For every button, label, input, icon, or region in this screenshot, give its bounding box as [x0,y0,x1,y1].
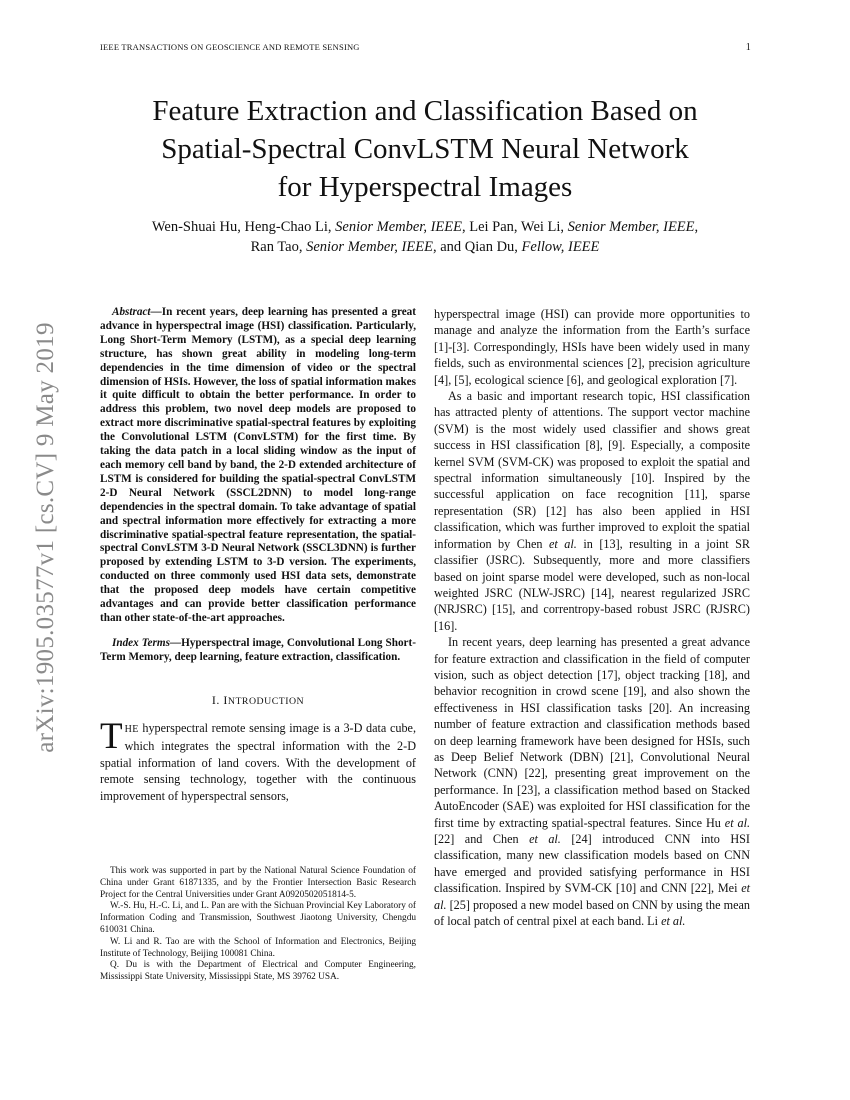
text-italic: et al. [434,881,750,912]
title-line-3: for Hyperspectral Images [277,171,573,203]
text-italic: et al. [529,832,561,846]
journal-name: IEEE TRANSACTIONS ON GEOSCIENCE AND REMOTE SENSING [100,42,360,52]
left-column [100,306,416,804]
drop-cap: T [100,716,123,758]
text-run: As a basic and important research topic, HSI classification has attracted plenty of attentions. The support vector machine (SVM) is the most widely used classifier and shows great success in HSI classification [8], [9]. Especially, a composite kernel SVM (SVM-CK) was proposed to exploit the spatial and spectral information simultaneously [10]. Inspired by the successful application on face recognition [11], sparse representation (SR) [12] has also been applied in HSI classification, which was further improved to exploit the spatial information by Chen [434,389,750,551]
text-italic: et al. [548,536,577,551]
author-names: , Lei Pan, Wei Li, [461,219,568,235]
author-punct: , [694,219,699,235]
author-names: Ran Tao, [250,239,307,255]
arxiv-identifier: arXiv:1905.03577v1 [cs.CV] 9 May 2019 [32,322,59,753]
body-paragraph: hyperspectral image (HSI) can provide more opportunities to manage and analyze the information from the Earth’s surface [1]-[3]. Correspondingly, HSIs have been widely used in many fields, such as environmental sciences [2], precision agriculture [4], [5], ecological science [6], and geological exploration [7]. [434,307,750,387]
heading-smallcaps: NTRODUCTION [227,695,305,707]
drop-cap-rest: HE [124,724,139,736]
page-number: 1 [745,42,751,53]
section-numeral: I. [211,692,224,707]
index-terms-text: —Hyperspectral image, Convolutional Long Short-Term Memory, deep learning, feature extraction, classification. [100,636,416,663]
author-names: , and Qian Du, [432,239,522,255]
footnote-funding: This work was supported in part by the National Natural Science Foundation of China under Grant 61871335, and by the Frontier Intersection Basic Research Project for the Central Universities under Grant A0920502051814-5. [100,866,416,900]
text-italic: et al. [661,914,686,929]
title-line-1: Feature Extraction and Classification Based on [152,95,698,127]
author-title: Senior Member, IEEE [567,219,695,235]
text-run: [24] introduced CNN into HSI classification, many new classification models based on CNN have emerged and provided satisfying performance in HSI classification. Inspired by SVM-CK [10] and CNN [22], Mei [434,832,750,896]
author-list [80,217,770,257]
text-run: [22] and Chen [434,832,530,846]
author-line-1 [80,217,770,237]
index-terms-label: Index Terms [112,636,170,649]
author-title: Fellow, IEEE [521,239,600,255]
abstract-label: Abstract [112,306,151,318]
index-terms [100,637,416,665]
author-line-2 [80,237,770,257]
author-title: Senior Member, IEEE [335,219,462,235]
author-names: Wen-Shuai Hu, Heng-Chao Li, [151,219,336,235]
footnotes [100,866,416,984]
paper-title [80,92,770,206]
title-line-2: Spatial-Spectral ConvLSTM Neural Network [161,133,689,165]
abstract [100,306,416,626]
intro-paragraph [100,716,416,804]
heading-initial: I [223,692,228,707]
footnote-affiliation: Q. Du is with the Department of Electrical and Computer Engineering, Mississippi State University, Mississippi State, MS 39762 USA. [100,960,416,983]
author-title: Senior Member, IEEE [306,239,433,255]
footnote-affiliation: W. Li and R. Tao are with the School of Information and Electronics, Beijing Institute of Technology, Beijing 100081 China. [100,936,416,959]
text-run: [25] proposed a new model based on CNN by using the mean of local patch of central pixel at each band. Li [434,897,750,929]
section-heading-introduction [100,692,416,710]
text-italic: et al. [724,815,751,830]
footnote-affiliation: W.-S. Hu, H.-C. Li, and L. Pan are with the Sichuan Provincial Key Laboratory of Information Coding and Transmission, Southwest Jiaotong University, Chengdu 610031 China. [100,901,416,935]
text-run: In recent years, deep learning has presented a great advance for feature extraction and classification in the field of computer vision, such as object detection [17], object tracking [18], and behavior recognition in crowd scene [19], and also shown the effectiveness in HSI classification tasks [20]. An increasing number of feature extraction and classification methods based on deep learning framework have been designed for HSIs, such as Deep Belief Network (DBN) [21], Convolutional Neural Network (CNN) [22], presenting great improvement on the performance. In [23], a classification method based on Stacked AutoEncoder (SAE) was exploited for HSI classification for the first time by extracting spatial-spectral features. Since Hu [434,635,750,830]
intro-text: hyperspectral remote sensing image is a 3-D data cube, which integrates the spectral information with the 2-D spatial information of land covers. With the development of remote sensing technology, together with the continuous improvement of hyperspectral sensors, [100,721,416,803]
body-paragraph [434,388,750,634]
body-paragraph [434,634,750,929]
abstract-text: —In recent years, deep learning has presented a great advance in hyperspectral image (HSI) classification. Particularly, Long Short-Term Memory (LSTM), as a special deep learning structure, has shown great ability in modeling long-term dependencies in the time dimension of video or the spectral dimension of HSIs. However, the loss of spatial information makes it quite difficult to obtain the better performance. In order to address this problem, two novel deep models are proposed to extract more discriminative spatial-spectral features by exploiting the Convolutional LSTM (ConvLSTM) for the first time. By taking the data patch in a local sliding window as the input of each memory cell band by band, the 2-D extended architecture of LSTM is considered for building the spatial-spectral ConvLSTM 2-D Neural Network (SSCL2DNN) to model long-range dependencies in the spectral domain. To take advantage of spatial and spectral information more effectively for extracting a more discriminative spatial-spectral feature representation, the spatial-spectral ConvLSTM 3-D Neural Network (SSCL3DNN) is further proposed by extending LSTM to 3-D version. The experiments, conducted on three commonly used HSI data sets, demonstrate that the proposed deep models have certain competitive advantages and can provide better classification performance than other state-of-the-art approaches. [100,306,416,624]
text-run: in [13], resulting in a joint SR classifier (JSRC). Subsequently, more and more classifiers based on joint sparse model were developed, such as non-local weighted JSRC (NLW-JSRC) [14], nearest regularized JSRC (NRJSRC) [15], and correntropy-based robust JSRC (RJSRC) [16]. [434,536,751,633]
right-column [434,306,750,929]
